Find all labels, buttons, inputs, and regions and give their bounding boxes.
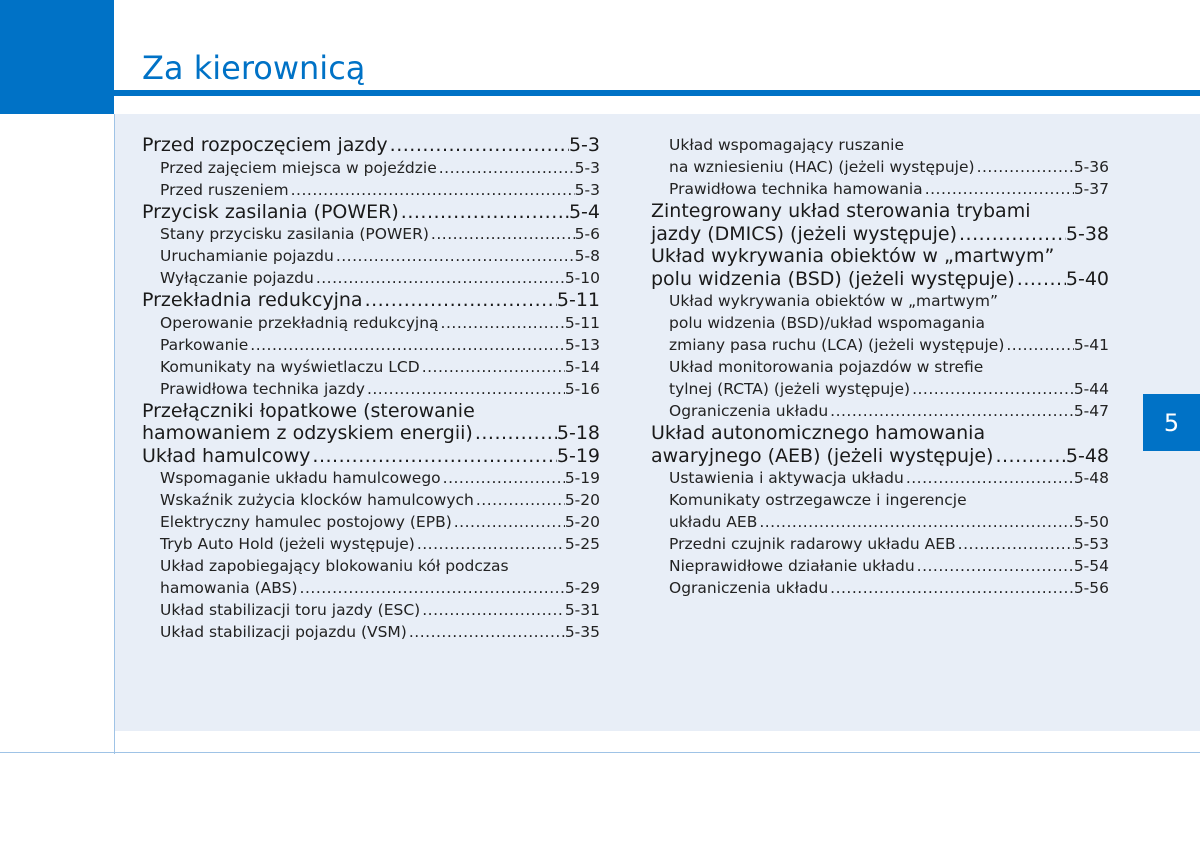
toc-entry-row (160, 489, 600, 511)
toc-entry[interactable] (142, 400, 600, 445)
toc-entry[interactable] (142, 201, 600, 224)
toc-entry-row (669, 511, 1109, 533)
dot-leader (399, 201, 569, 224)
toc-entry-page: 5-4 (568, 200, 600, 223)
dot-leader (915, 555, 1074, 577)
dot-leader (437, 157, 575, 179)
toc-entry-row (142, 134, 600, 157)
toc-entry-row (669, 400, 1109, 422)
toc-entry[interactable] (142, 511, 600, 533)
toc-entry-row (160, 511, 600, 533)
toc-entry-page: 5-47 (1073, 402, 1109, 420)
toc-entry-title: Przycisk zasilania (POWER) (142, 200, 399, 223)
dot-leader (828, 577, 1074, 599)
toc-entry-title: Przed ruszeniem (160, 180, 289, 199)
toc-entry-row (160, 467, 600, 489)
toc-entry[interactable] (142, 378, 600, 400)
toc-entry-page: 5-3 (574, 180, 600, 199)
dot-leader (993, 445, 1065, 468)
dot-leader (415, 533, 565, 555)
toc-entry-row (651, 223, 1109, 246)
dot-leader (298, 577, 565, 599)
toc-entry[interactable] (142, 267, 600, 289)
dot-leader (289, 179, 575, 201)
toc-entry-text-line: Układ zapobiegający blokowaniu kół podczas (160, 557, 509, 575)
toc-entry-row (160, 599, 600, 621)
toc-entry-row (669, 555, 1109, 577)
toc-entry-page: 5-20 (564, 513, 600, 531)
toc-entry[interactable] (651, 489, 1109, 533)
dot-leader (910, 378, 1074, 400)
toc-entry-row (160, 179, 600, 201)
dot-leader (474, 489, 565, 511)
toc-entry[interactable] (651, 134, 1109, 178)
dot-leader (923, 178, 1074, 200)
dot-leader (334, 245, 575, 267)
toc-entry-title: hamowania (ABS) (160, 579, 298, 597)
bottom-divider (0, 752, 1200, 753)
toc-entry-row (142, 422, 600, 445)
toc-entry-page: 5-18 (556, 422, 600, 444)
toc-entry-title: Układ stabilizacji pojazdu (VSM) (160, 623, 407, 641)
dot-leader (363, 289, 557, 312)
toc-entry-row (669, 467, 1109, 489)
dot-leader (452, 511, 565, 533)
dot-leader (1004, 334, 1073, 356)
toc-entry-page: 5-54 (1073, 557, 1109, 575)
toc-entry[interactable] (142, 157, 600, 179)
toc-entry-text-line: polu widzenia (BSD)/układ wspomagania (669, 314, 985, 332)
toc-entry-text-line: Komunikaty ostrzegawcze i ingerencje (669, 491, 967, 509)
toc-entry[interactable] (651, 200, 1109, 245)
toc-entry-title: Tryb Auto Hold (jeżeli występuje) (160, 535, 415, 553)
toc-entry[interactable] (651, 555, 1109, 577)
toc-entry[interactable] (142, 245, 600, 267)
toc-entry-title: Parkowanie (160, 335, 249, 354)
toc-entry-title: zmiany pasa ruchu (LCA) (jeżeli występuje) (669, 336, 1005, 354)
toc-entry-title: Uruchamianie pojazdu (160, 247, 334, 265)
toc-entry-text-line: Przełączniki łopatkowe (sterowanie (142, 399, 475, 422)
toc-entry-page: 5-19 (564, 469, 600, 487)
toc-column-right (651, 134, 1109, 599)
toc-entry-title: układu AEB (669, 513, 758, 531)
toc-entry-page: 5-19 (556, 444, 600, 467)
toc-entry-row (142, 445, 600, 468)
toc-entry-row (651, 268, 1109, 291)
toc-entry-row (669, 334, 1109, 356)
toc-entry-title: hamowaniem z odzyskiem energii) (142, 422, 473, 444)
toc-entry[interactable] (142, 312, 600, 334)
toc-entry-page: 5-11 (564, 313, 600, 332)
toc-entry[interactable] (142, 599, 600, 621)
toc-entry-row (160, 378, 600, 400)
toc-entry[interactable] (142, 489, 600, 511)
toc-entry[interactable] (142, 334, 600, 356)
corner-block (0, 0, 114, 114)
toc-entry-row (160, 312, 600, 334)
toc-entry-title: tylnej (RCTA) (jeżeli występuje) (669, 380, 911, 398)
toc-entry-page: 5-31 (564, 601, 600, 619)
toc-entry-title: jazdy (DMICS) (jeżeli występuje) (651, 222, 958, 245)
toc-entry-page: 5-56 (1073, 579, 1109, 597)
dot-leader (828, 400, 1074, 422)
dot-leader (1015, 268, 1066, 291)
toc-entry-text-line: Zintegrowany układ sterowania trybami (651, 200, 1031, 222)
toc-entry-page: 5-50 (1073, 513, 1109, 531)
toc-entry-page: 5-48 (1065, 444, 1109, 467)
toc-entry-row (160, 245, 600, 267)
toc-entry-row (160, 533, 600, 555)
toc-entry-page: 5-6 (574, 225, 600, 243)
toc-entry-row (142, 289, 600, 312)
toc-entry-page: 5-37 (1073, 180, 1109, 198)
toc-entry-title: polu widzenia (BSD) (jeżeli występuje) (651, 267, 1015, 290)
toc-entry-title: Ustawienia i aktywacja układu (669, 469, 904, 487)
toc-entry[interactable] (651, 467, 1109, 489)
title-underline (114, 90, 1200, 96)
dot-leader (439, 312, 565, 334)
dot-leader (388, 134, 569, 157)
toc-entry[interactable] (651, 356, 1109, 400)
toc-entry-title: Przedni czujnik radarowy układu AEB (669, 535, 956, 553)
toc-entry[interactable] (651, 290, 1109, 356)
toc-entry[interactable] (142, 555, 600, 599)
toc-entry-title: Ograniczenia układu (669, 402, 829, 420)
toc-entry-page: 5-35 (564, 623, 600, 641)
toc-entry[interactable] (142, 356, 600, 378)
toc-entry-title: Układ hamulcowy (142, 444, 311, 467)
toc-entry-page: 5-16 (564, 379, 600, 398)
dot-leader (248, 334, 565, 356)
toc-entry-text-line: Układ wspomagający ruszanie (669, 136, 904, 154)
dot-leader (429, 223, 575, 245)
toc-entry[interactable] (651, 577, 1109, 599)
toc-entry-title: Stany przycisku zasilania (POWER) (160, 225, 429, 243)
dot-leader (473, 422, 557, 445)
dot-leader (365, 378, 565, 400)
toc-entry-row (160, 223, 600, 245)
toc-entry-page: 5-53 (1073, 535, 1109, 553)
dot-leader (310, 445, 556, 468)
toc-entry-row (160, 577, 600, 599)
toc-entry-page: 5-20 (564, 491, 600, 509)
toc-entry[interactable] (142, 134, 600, 157)
toc-entry-row (669, 378, 1109, 400)
toc-entry[interactable] (651, 422, 1109, 467)
toc-entry-title: Przed zajęciem miejsca w pojeździe (160, 158, 437, 177)
chapter-tab[interactable]: 5 (1143, 394, 1200, 451)
left-divider (114, 114, 115, 754)
toc-entry-title: Wskaźnik zużycia klocków hamulcowych (160, 491, 474, 509)
toc-entry-row (669, 577, 1109, 599)
toc-entry[interactable] (651, 400, 1109, 422)
toc-entry[interactable] (142, 467, 600, 489)
toc-entry[interactable] (142, 621, 600, 643)
toc-entry-page: 5-10 (564, 269, 600, 287)
dot-leader (956, 533, 1074, 555)
toc-entry-text-line: Układ wykrywania obiektów w „martwym” (651, 245, 1055, 267)
toc-column-left (142, 134, 600, 643)
dot-leader (757, 511, 1073, 533)
dot-leader (420, 356, 565, 378)
toc-entry-page: 5-3 (568, 134, 600, 156)
toc-entry-page: 5-41 (1073, 336, 1109, 354)
page-title: Za kierownicą (142, 49, 366, 87)
toc-entry-page: 5-3 (574, 158, 600, 177)
toc-entry-page: 5-40 (1065, 267, 1109, 290)
toc-entry-title: Prawidłowa technika hamowania (669, 180, 923, 198)
toc-entry-page: 5-48 (1073, 469, 1109, 487)
toc-entry-page: 5-14 (564, 357, 600, 376)
toc-entry-title: na wzniesieniu (HAC) (jeżeli występuje) (669, 158, 975, 176)
toc-entry-row (160, 621, 600, 643)
toc-entry-page: 5-13 (564, 335, 600, 354)
dot-leader (904, 467, 1074, 489)
toc-entry-title: awaryjnego (AEB) (jeżeli występuje) (651, 444, 994, 467)
toc-entry[interactable] (142, 289, 600, 312)
toc-entry[interactable] (651, 533, 1109, 555)
toc-entry-page: 5-36 (1073, 158, 1109, 176)
toc-entry-title: Układ stabilizacji toru jazdy (ESC) (160, 601, 421, 619)
dot-leader (314, 267, 565, 289)
toc-entry-row (669, 533, 1109, 555)
toc-entry-row (651, 445, 1109, 468)
toc-entry-text-line: Układ monitorowania pojazdów w strefie (669, 358, 984, 376)
toc-entry-title: Prawidłowa technika jazdy (160, 379, 365, 398)
toc-entry-title: Przed rozpoczęciem jazdy (142, 134, 388, 156)
toc-entry-title: Wyłączanie pojazdu (160, 269, 314, 287)
toc-entry[interactable] (651, 245, 1109, 290)
toc-entry-title: Wspomaganie układu hamulcowego (160, 469, 441, 487)
toc-entry-page: 5-29 (564, 579, 600, 597)
toc-entry-row (669, 156, 1109, 178)
dot-leader (957, 223, 1066, 246)
dot-leader (975, 156, 1074, 178)
toc-entry-page: 5-38 (1065, 222, 1109, 245)
toc-entry[interactable] (142, 533, 600, 555)
toc-entry-row (142, 201, 600, 224)
toc-entry-row (160, 356, 600, 378)
toc-entry-text-line: Układ autonomicznego hamowania (651, 422, 986, 444)
dot-leader (441, 467, 565, 489)
toc-entry[interactable] (651, 178, 1109, 200)
toc-entry-title: Nieprawidłowe działanie układu (669, 557, 915, 575)
toc-entry-title: Elektryczny hamulec postojowy (EPB) (160, 513, 452, 531)
toc-entry-row (160, 334, 600, 356)
toc-entry-row (160, 267, 600, 289)
toc-entry-page: 5-8 (574, 247, 600, 265)
dot-leader (420, 599, 565, 621)
toc-entry-page: 5-25 (564, 535, 600, 553)
toc-entry-title: Operowanie przekładnią redukcyjną (160, 313, 439, 332)
toc-entry-title: Przekładnia redukcyjna (142, 289, 363, 311)
toc-entry-row (160, 157, 600, 179)
toc-entry-title: Ograniczenia układu (669, 579, 829, 597)
toc-entry-row (669, 178, 1109, 200)
toc-entry[interactable] (142, 179, 600, 201)
toc-entry-page: 5-11 (556, 289, 600, 311)
toc-entry[interactable] (142, 223, 600, 245)
toc-entry[interactable] (142, 445, 600, 468)
toc-entry-page: 5-44 (1073, 380, 1109, 398)
dot-leader (407, 621, 565, 643)
toc-entry-text-line: Układ wykrywania obiektów w „martwym” (669, 292, 999, 310)
toc-entry-title: Komunikaty na wyświetlaczu LCD (160, 357, 420, 376)
